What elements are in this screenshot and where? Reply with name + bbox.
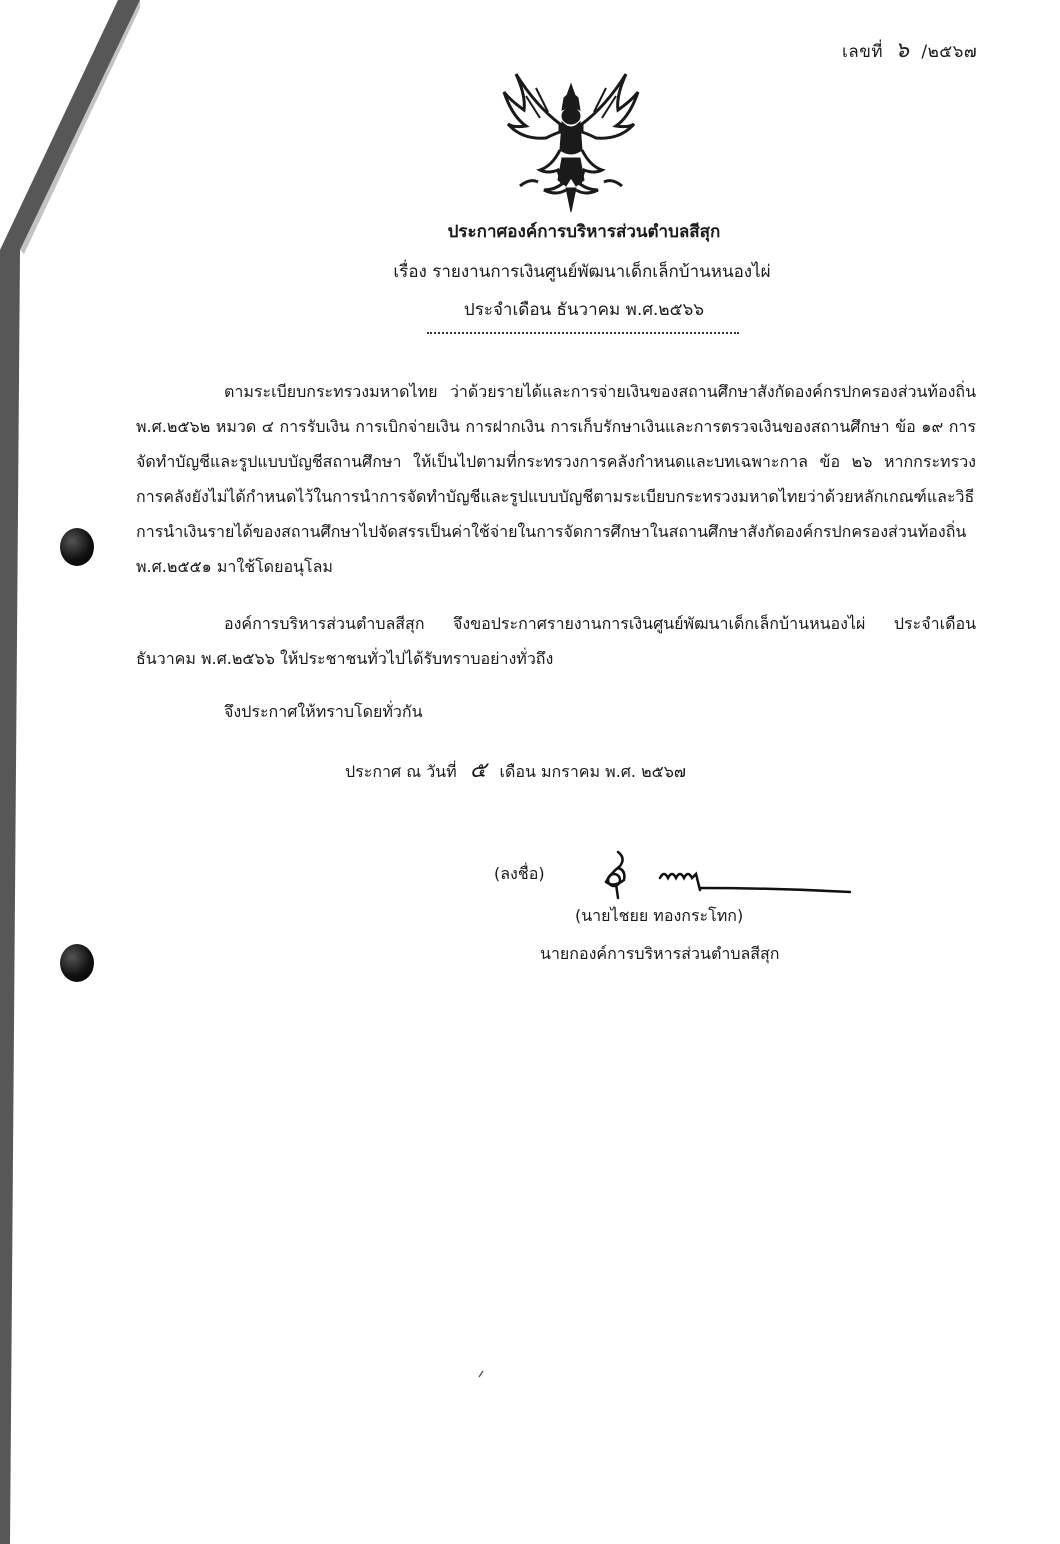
punch-hole-top (60, 528, 94, 566)
signer-name: (นายไชยย ทองกระโทก) (575, 906, 744, 925)
announcement-title: ประกาศองค์การบริหารส่วนตำบลสีสุก (447, 222, 721, 242)
body-paragraph-1: ตามระเบียบกระทรวงมหาดไทย ว่าด้วยรายได้และการจ่ายเงินของสถานศึกษาสังกัดองค์กรปกครองส่วนท้องถิ่น พ.ศ.๒๕๖๒ หมวด ๔ การรับเงิน การเบิกจ่ายเงิน การฝากเงิน การเก็บรักษาเงินและการตรวจเงินของสถานศึกษา ข้อ ๑๙ การจัดทำบัญชีและรูปแบบบัญชีสถานศึกษา ให้เป็นไปตามที่กระทรวงการคลังกำหนดและบทเฉพาะกาล ข้อ ๒๖ หากกระทรวงการคลังยังไม่ได้กำหนดไว้ในการนำการจัดทำบัญชีและรูปแบบบัญชีตามระเบียบกระทรวงมหาดไทยว่าด้วยหลักเกณฑ์และวิธีการนำเงินรายได้ของสถานศึกษาไปจัดสรรเป็นค่าใช้จ่ายในการจัดการศึกษาในสถานศึกษาสังกัดองค์กรปกครองส่วนท้องถิ่น พ.ศ.๒๕๕๑ มาใช้โดยอนุโลม (136, 382, 976, 576)
date-prefix: ประกาศ ณ วันที่ (345, 762, 457, 781)
sign-label: (ลงชื่อ) (494, 864, 545, 883)
announcement-period: ประจำเดือน ธันวาคม พ.ศ.๒๕๖๖ (463, 300, 705, 320)
garuda-emblem-icon (496, 66, 646, 216)
dotted-divider (427, 332, 739, 334)
doc-number-year: /๒๕๖๗ (921, 42, 978, 62)
announcement-subject: เรื่อง รายงานการเงินศูนย์พัฒนาเด็กเล็กบ้านหนองไผ่ (393, 262, 771, 282)
date-suffix: เดือน มกราคม พ.ศ. ๒๕๖๗ (499, 762, 686, 781)
closing-statement: จึงประกาศให้ทราบโดยทั่วกัน (224, 702, 423, 721)
doc-number-value: ๖ (894, 38, 910, 63)
announcement-date (345, 752, 686, 787)
body-paragraph-2: องค์การบริหารส่วนตำบลสีสุก จึงขอประกาศรายงานการเงินศูนย์พัฒนาเด็กเล็กบ้านหนองไผ่ ประจำเดือน ธันวาคม พ.ศ.๒๕๖๖ ให้ประชาชนทั่วไปได้รับทราบอย่างทั่วถึง (136, 614, 976, 668)
date-day: ๕ (469, 758, 487, 783)
punch-hole-bottom (60, 944, 94, 982)
doc-number-label: เลขที่ (842, 42, 884, 62)
document-number (842, 32, 977, 67)
stray-ink-mark (478, 1370, 484, 1378)
handwritten-signature (596, 848, 856, 904)
signer-position: นายกองค์การบริหารส่วนตำบลสีสุก (540, 944, 780, 963)
